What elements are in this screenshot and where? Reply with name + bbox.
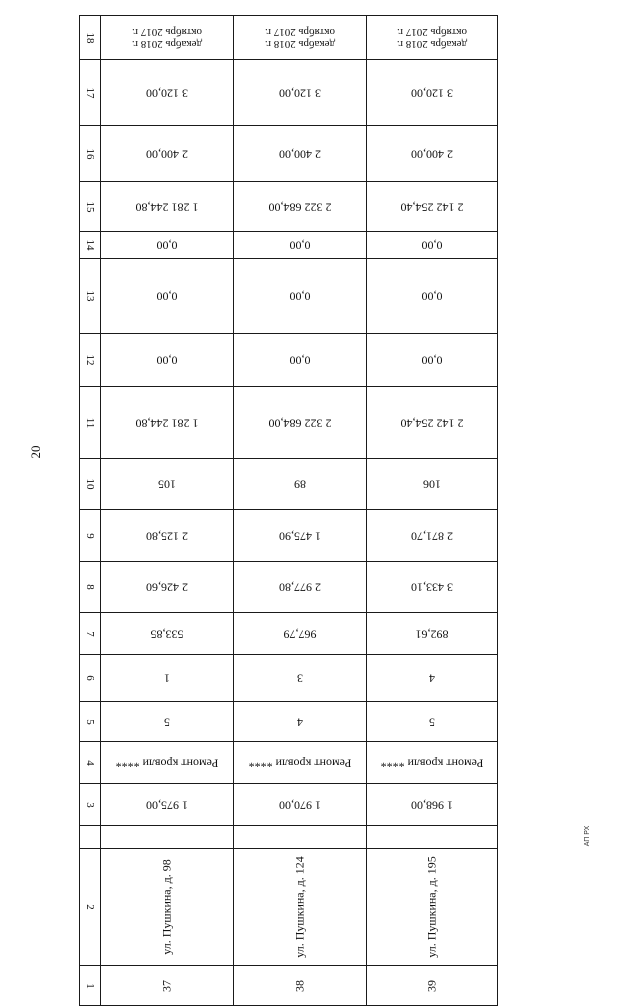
table-cell-value: 2 322 684,00: [233, 181, 366, 231]
table-cell-address: ул. Пушкина, д. 98: [100, 848, 233, 965]
table-cell-value: 1 281 244,80: [100, 181, 233, 231]
table-spacer-cell: [100, 825, 233, 848]
table-cell-index: 38: [233, 965, 366, 1006]
column-header-4: 4: [79, 741, 100, 783]
table-spacer-cell: [366, 825, 498, 848]
table-cell-value: 3 120,00: [233, 59, 366, 125]
table-cell-value: 0,00: [100, 258, 233, 333]
table-cell-value: 0,00: [233, 333, 366, 386]
table-spacer-cell: [233, 825, 366, 848]
column-header-14: 14: [79, 231, 100, 258]
column-header-13: 13: [79, 258, 100, 333]
table-cell-value: 967,79: [233, 612, 366, 654]
table-cell-value: 0,00: [100, 231, 233, 258]
table-cell-value: 4: [366, 654, 498, 701]
column-header-6: 6: [79, 654, 100, 701]
column-header-12: 12: [79, 333, 100, 386]
table-cell-value: 106: [366, 458, 498, 509]
table-cell-value: 3: [233, 654, 366, 701]
table-cell-value: 0,00: [233, 231, 366, 258]
table-cell-value: 1 475,90: [233, 509, 366, 561]
table-cell-address: ул. Пушкина, д. 124: [233, 848, 366, 965]
table-cell-value: 3 120,00: [366, 59, 498, 125]
table-cell-value: 2 977,80: [233, 561, 366, 612]
table-cell-value: 892,61: [366, 612, 498, 654]
table-cell-period: декабрь 2018 г. октябрь 2017 г.: [100, 15, 233, 59]
table-cell-address: ул. Пушкина, д. 195: [366, 848, 498, 965]
table-cell-value: 3 120,00: [100, 59, 233, 125]
table-cell-index: 37: [100, 965, 233, 1006]
corner-mark: АП РХ: [584, 825, 591, 847]
column-header-5: 5: [79, 701, 100, 741]
column-header-15: 15: [79, 181, 100, 231]
table-cell-value: 2 426,60: [100, 561, 233, 612]
table-cell-value: 2 400,00: [233, 125, 366, 181]
table-cell-value: 105: [100, 458, 233, 509]
table-cell-value: 5: [100, 701, 233, 741]
column-header-2: 2: [79, 848, 100, 965]
table-cell-value: 2 871,70: [366, 509, 498, 561]
table-cell-value: 2 142 254,40: [366, 181, 498, 231]
table-cell-value: 2 400,00: [100, 125, 233, 181]
table-cell-value: 1 281 244,80: [100, 386, 233, 458]
column-header-8: 8: [79, 561, 100, 612]
table-cell-value: 0,00: [366, 231, 498, 258]
table-cell-period: декабрь 2018 г. октябрь 2017 г.: [233, 15, 366, 59]
table-cell-work-type: Ремонт кровли ****: [233, 741, 366, 783]
table-cell-value: 1: [100, 654, 233, 701]
column-header-3: 3: [79, 783, 100, 825]
column-header-9: 9: [79, 509, 100, 561]
table-cell-work-type: Ремонт кровли ****: [366, 741, 498, 783]
column-header-7: 7: [79, 612, 100, 654]
table-cell-value: 4: [233, 701, 366, 741]
table-cell-value: 2 322 684,00: [233, 386, 366, 458]
table-cell-index: 39: [366, 965, 498, 1006]
table-cell-work-type: Ремонт кровли ****: [100, 741, 233, 783]
page-number: 20: [28, 445, 43, 459]
table-cell-value: 3 433,10: [366, 561, 498, 612]
table-cell-value: 2 142 254,40: [366, 386, 498, 458]
table-cell-value: 1 975,00: [100, 783, 233, 825]
table-cell-value: 1 968,00: [366, 783, 498, 825]
table-cell-value: 0,00: [233, 258, 366, 333]
table-cell-value: 2 400,00: [366, 125, 498, 181]
column-header-1: 1: [79, 965, 100, 1006]
table-cell-value: 89: [233, 458, 366, 509]
column-header-11: 11: [79, 386, 100, 458]
housing-repair-table: [79, 15, 498, 992]
table-cell-value: 0,00: [366, 333, 498, 386]
column-header-18: 18: [79, 15, 100, 59]
column-header-10: 10: [79, 458, 100, 509]
column-header-16: 16: [79, 125, 100, 181]
table-cell-value: 1 970,00: [233, 783, 366, 825]
table-cell-value: 0,00: [100, 333, 233, 386]
table-spacer-cell: [79, 825, 100, 848]
table-cell-value: 0,00: [366, 258, 498, 333]
column-header-17: 17: [79, 59, 100, 125]
table-cell-value: 5: [366, 701, 498, 741]
table-cell-value: 533,85: [100, 612, 233, 654]
table-cell-period: декабрь 2018 г. октябрь 2017 г.: [366, 15, 498, 59]
table-cell-value: 2 125,80: [100, 509, 233, 561]
